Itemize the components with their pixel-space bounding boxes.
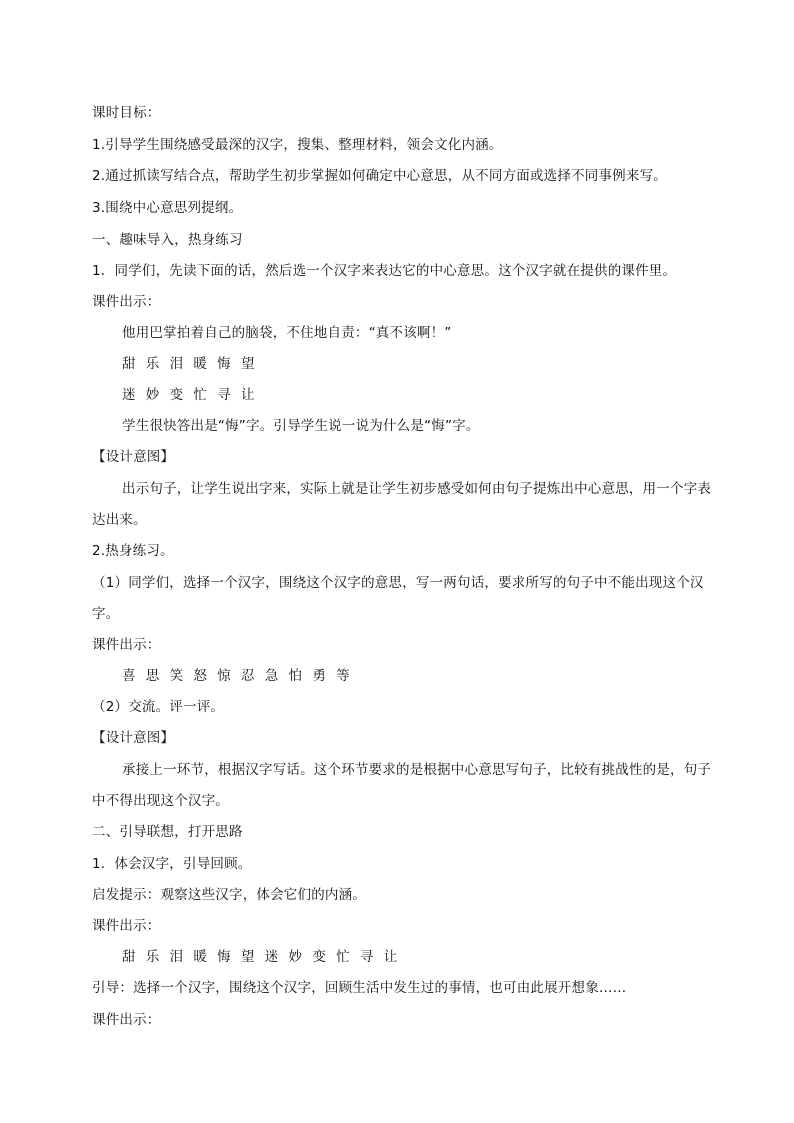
slide-label: 课件出示： <box>92 918 161 934</box>
slide-label: 课件出示： <box>92 637 161 653</box>
objective-2: 2.通过抓读写结合点，帮助学生初步掌握如何确定中心意思，从不同方面或选择不同事例来写。 <box>92 168 667 184</box>
design-intent-heading: 【设计意图】 <box>92 730 175 746</box>
slide-label: 课件出示： <box>92 1012 161 1028</box>
example-sentence: 他用巴掌拍着自己的脑袋，不住地自责：“真不该啊！” <box>122 325 452 341</box>
exercise-1-text: （1）同学们，选择一个汉字，围绕这个汉字的意思，写一两句话，要求所写的句子中不能出现这个汉 <box>92 575 704 591</box>
design-intent-text-2: 承接上一环节，根据汉字写话。这个环节要求的是根据中心意思写句子，比较有挑战性的是，句子 <box>122 762 712 778</box>
slide-label: 课件出示： <box>92 294 161 310</box>
design-intent-text-cont: 达出来。 <box>92 512 147 528</box>
part-2-heading: 二、引导联想，打开思路 <box>92 824 243 840</box>
hint-text: 启发提示：观察这些汉字，体会它们的内涵。 <box>92 887 366 903</box>
step-2-1-text: 1．体会汉字，引导回顾。 <box>92 856 252 872</box>
step-1-text: 1．同学们，先读下面的话，然后选一个汉字来表达它的中心意思。这个汉字就在提供的课件里。 <box>92 263 677 279</box>
section-heading-objectives: 课时目标： <box>92 105 161 121</box>
exercise-1-text-cont: 字。 <box>92 606 120 622</box>
guidance-text: 引导：选择一个汉字，围绕这个汉字，回顾生活中发生过的事情，也可由此展开想象…… <box>92 980 627 996</box>
objective-3: 3.围绕中心意思列提纲。 <box>92 200 243 216</box>
step-2-heading: 2.热身练习。 <box>92 543 174 559</box>
design-intent-text-2-cont: 中不得出现这个汉字。 <box>92 793 229 809</box>
student-answer: 学生很快答出是“悔”字。引导学生说一说为什么是“悔”字。 <box>122 418 480 434</box>
objective-1: 1.引导学生围绕感受最深的汉字，搜集、整理材料，领会文化内涵。 <box>92 137 503 153</box>
design-intent-heading: 【设计意图】 <box>92 449 175 465</box>
character-row-2: 迷 妙 变 忙 寻 让 <box>122 387 256 403</box>
exercise-2-text: （2）交流。评一评。 <box>92 699 225 715</box>
character-row-1: 甜 乐 泪 暖 悔 望 <box>122 356 256 372</box>
character-row-4: 甜 乐 泪 暖 悔 望 迷 妙 变 忙 寻 让 <box>122 949 399 965</box>
design-intent-text: 出示句子，让学生说出字来，实际上就是让学生初步感受如何由句子提炼出中心意思，用一个字表 <box>122 481 712 497</box>
character-row-3: 喜 思 笑 怒 惊 忍 急 怕 勇 等 <box>122 668 351 684</box>
part-1-heading: 一、趣味导入，热身练习 <box>92 232 243 248</box>
